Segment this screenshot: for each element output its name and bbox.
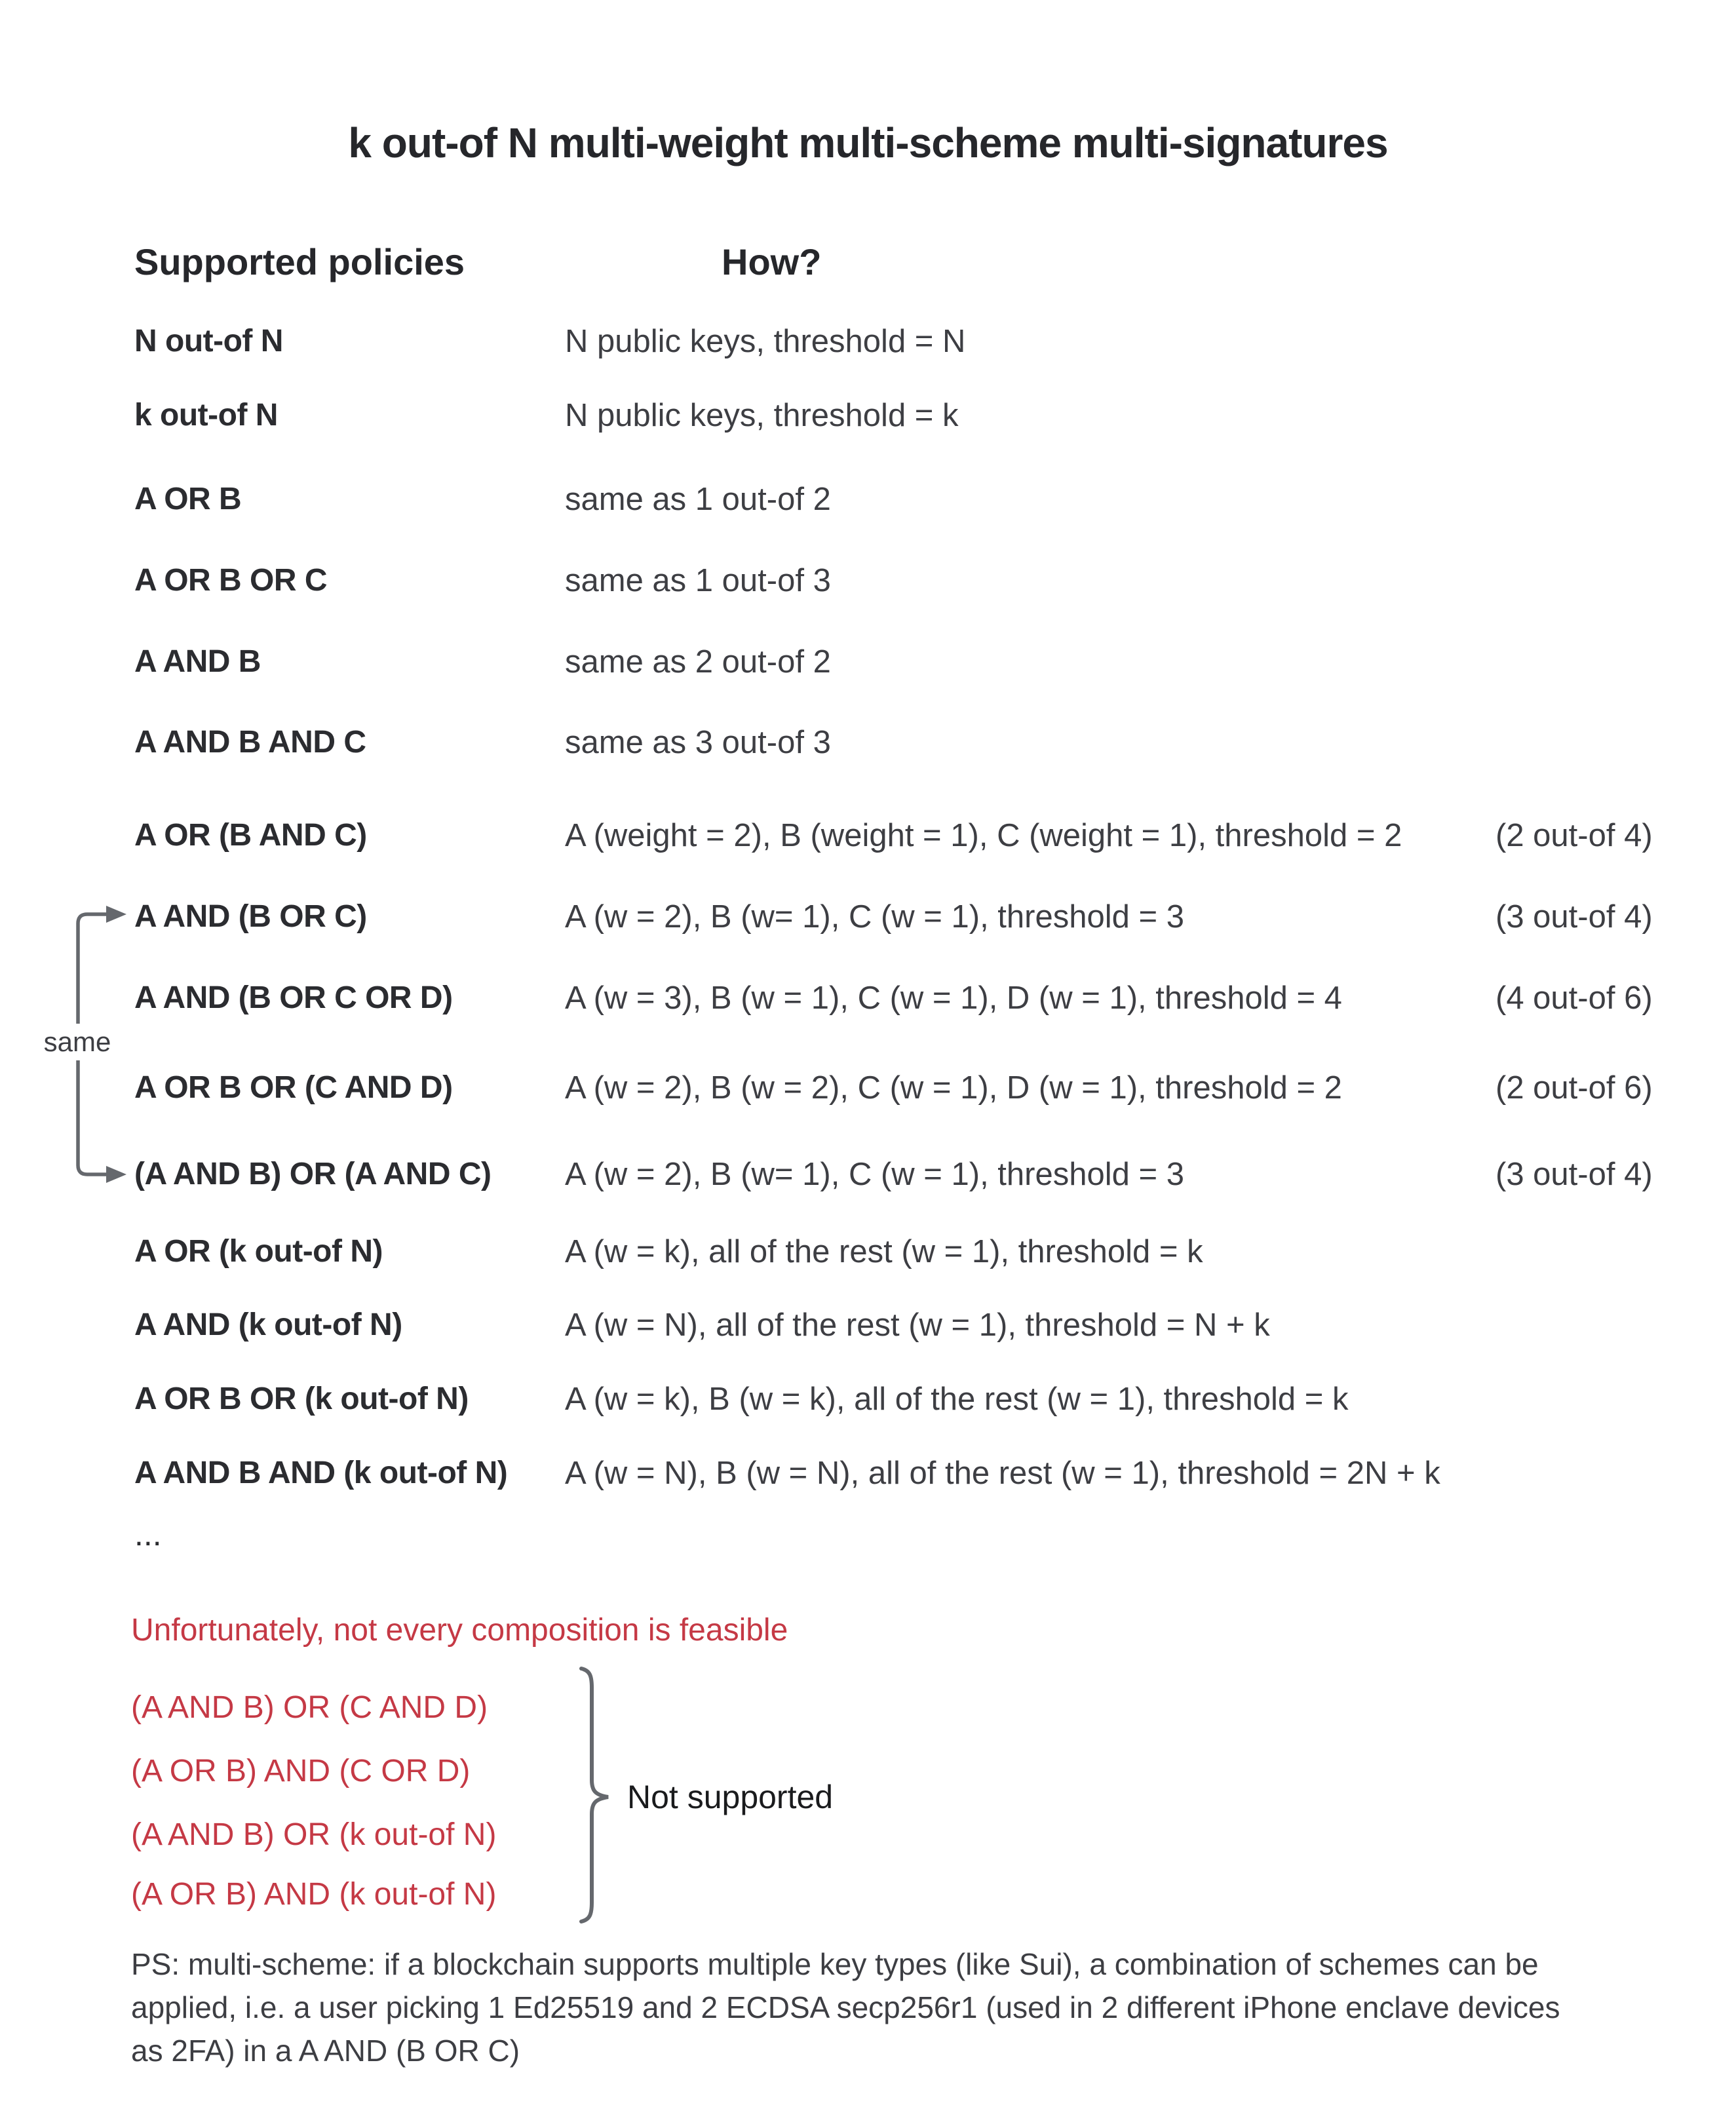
policy-label: (A AND B) OR (A AND C) bbox=[134, 1157, 492, 1191]
table-row bbox=[0, 639, 1736, 685]
equivalence-note: (4 out-of 6) bbox=[1495, 980, 1653, 1016]
arrow-down-right-icon bbox=[106, 1166, 126, 1183]
table-row bbox=[0, 720, 1736, 765]
policy-label: A OR B OR (C AND D) bbox=[134, 1070, 453, 1105]
curly-brace-icon bbox=[577, 1665, 619, 1927]
table-row bbox=[0, 1229, 1736, 1275]
policy-label: N out-of N bbox=[134, 324, 283, 358]
ps-line: PS: multi-scheme: if a blockchain supports multiple key types (like Sui), a combination of schemes can be bbox=[131, 1947, 1539, 1981]
table-row bbox=[0, 1450, 1736, 1496]
how-text: A (w = 2), B (w= 1), C (w = 1), threshold = 3 bbox=[565, 899, 1184, 935]
table-row bbox=[0, 975, 1736, 1021]
how-text: A (w = 3), B (w = 1), C (w = 1), D (w = 1), threshold = 4 bbox=[565, 980, 1342, 1016]
policy-label: A AND B bbox=[134, 644, 261, 679]
ps-line: as 2FA) in a A AND (B OR C) bbox=[131, 2034, 520, 2068]
table-header-row bbox=[0, 239, 1736, 286]
how-text: same as 2 out-of 2 bbox=[565, 644, 831, 680]
policy-label: A AND (k out-of N) bbox=[134, 1307, 402, 1342]
how-text: A (w = N), B (w = N), all of the rest (w = 1), threshold = 2N + k bbox=[565, 1456, 1440, 1491]
ps-note bbox=[131, 1942, 1684, 2072]
equivalence-note: (3 out-of 4) bbox=[1495, 899, 1653, 935]
equivalence-note: (2 out-of 6) bbox=[1495, 1070, 1653, 1106]
equivalence-note: (3 out-of 4) bbox=[1495, 1157, 1653, 1192]
how-text: A (w = N), all of the rest (w = 1), threshold = N + k bbox=[565, 1307, 1270, 1343]
table-row bbox=[0, 1151, 1736, 1197]
table-row bbox=[0, 1376, 1736, 1422]
ps-line: applied, i.e. a user picking 1 Ed25519 and 2 ECDSA secp256r1 (used in 2 different iPhone enclave devices bbox=[131, 1990, 1560, 2024]
table-row bbox=[0, 393, 1736, 438]
infeasible-item: (A OR B) AND (k out-of N) bbox=[131, 1877, 497, 1912]
table-row bbox=[0, 476, 1736, 522]
header-how: How? bbox=[722, 241, 822, 282]
how-text: N public keys, threshold = k bbox=[565, 398, 959, 433]
policy-label: A OR B bbox=[134, 482, 242, 516]
infeasible-item: (A AND B) OR (C AND D) bbox=[131, 1690, 488, 1725]
table-row bbox=[0, 1302, 1736, 1348]
policy-label: A AND B AND C bbox=[134, 725, 366, 760]
policy-label: A AND B AND (k out-of N) bbox=[134, 1456, 508, 1490]
how-text: A (w = 2), B (w= 1), C (w = 1), threshold = 3 bbox=[565, 1157, 1184, 1192]
how-text: A (w = k), B (w = k), all of the rest (w = 1), threshold = k bbox=[565, 1382, 1349, 1417]
policy-label: k out-of N bbox=[134, 398, 278, 433]
how-text: A (weight = 2), B (weight = 1), C (weight = 1), threshold = 2 bbox=[565, 818, 1402, 853]
how-text: same as 1 out-of 2 bbox=[565, 482, 831, 517]
infeasible-item: (A AND B) OR (k out-of N) bbox=[131, 1817, 497, 1852]
table-row bbox=[0, 1065, 1736, 1111]
how-text: A (w = 2), B (w = 2), C (w = 1), D (w = 1), threshold = 2 bbox=[565, 1070, 1342, 1106]
policy-label: A OR (k out-of N) bbox=[134, 1234, 383, 1269]
table-row bbox=[0, 558, 1736, 604]
how-text: N public keys, threshold = N bbox=[565, 324, 966, 359]
header-supported-policies: Supported policies bbox=[134, 241, 465, 282]
table-row bbox=[0, 894, 1736, 940]
policy-label: A OR (B AND C) bbox=[134, 818, 367, 853]
policy-label: A OR B OR (k out-of N) bbox=[134, 1382, 469, 1416]
table-row bbox=[0, 813, 1736, 859]
page-title: k out-of N multi-weight multi-scheme multi-signatures bbox=[348, 119, 1388, 166]
how-text: A (w = k), all of the rest (w = 1), threshold = k bbox=[565, 1234, 1203, 1269]
how-text: same as 3 out-of 3 bbox=[565, 725, 831, 760]
equivalence-note: (2 out-of 4) bbox=[1495, 818, 1653, 853]
infeasible-heading: Unfortunately, not every composition is feasible bbox=[131, 1613, 788, 1648]
table-ellipsis: ... bbox=[134, 1516, 162, 1553]
infeasible-item: (A OR B) AND (C OR D) bbox=[131, 1754, 471, 1788]
policy-label: A OR B OR C bbox=[134, 563, 328, 598]
same-annotation-label: same bbox=[37, 1024, 118, 1060]
arrow-up-right-icon bbox=[106, 906, 126, 923]
not-supported-label: Not supported bbox=[627, 1779, 834, 1815]
table-row bbox=[0, 319, 1736, 364]
how-text: same as 1 out-of 3 bbox=[565, 563, 831, 598]
policy-label: A AND (B OR C OR D) bbox=[134, 980, 453, 1015]
policy-label: A AND (B OR C) bbox=[134, 899, 367, 934]
